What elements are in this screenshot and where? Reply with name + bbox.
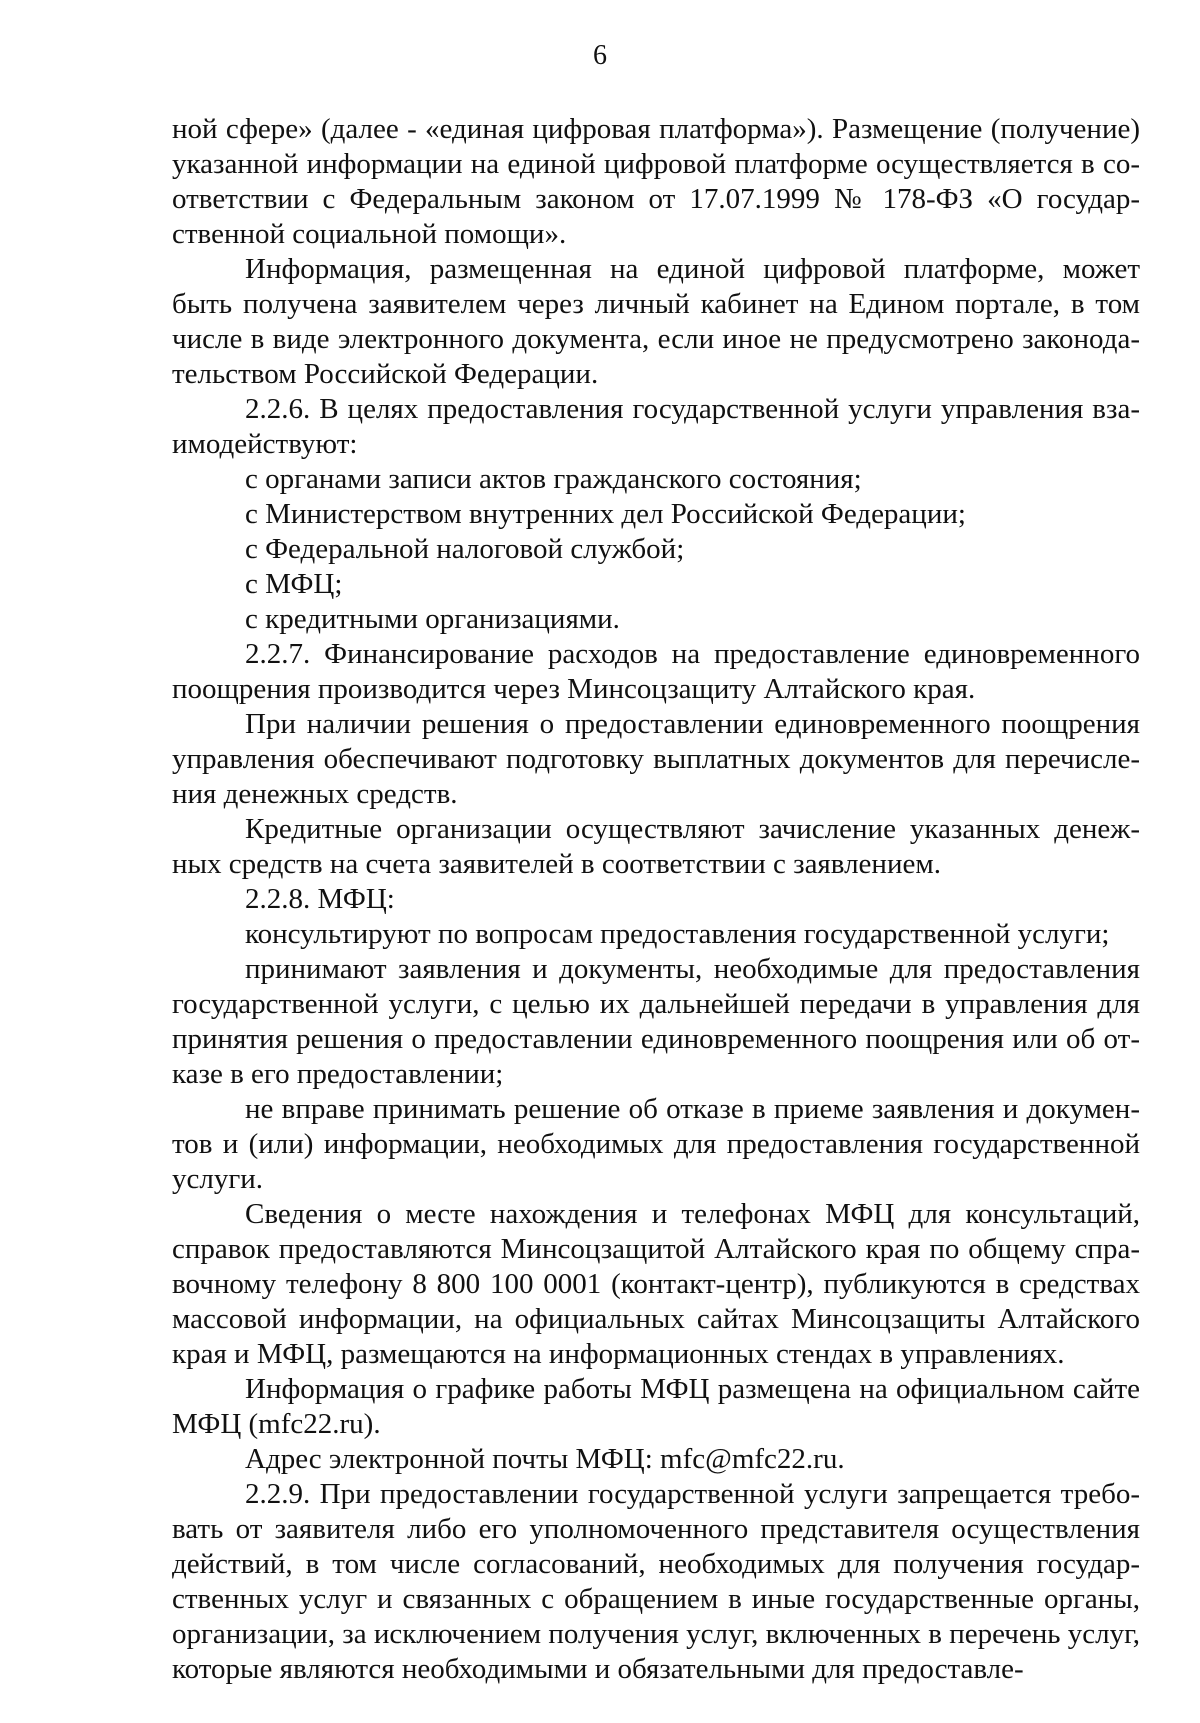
list-item-accept-applications: принимают заявления и документы, необходимые для предоставления государственной услуги, с целью их дальнейшей передачи в управления для принятия решения о предоставлении единовременного поощрения или об отказе в его предоставлении; xyxy=(172,953,1140,1090)
paragraph-credit-transfer: Кредитные организации осуществляют зачисление указанных денежных средств на счета заявителей в соответствии с заявлением. xyxy=(172,813,1140,880)
page-number: 6 xyxy=(593,40,607,71)
paragraph-2-2-9: 2.2.9. При предоставлении государственной услуги запрещается требовать от заявителя либо его уполномоченного представителя осуществления действий, в том числе согласований, необходимых для получения государственных услуг и связанных с обращением в иные государственные органы, организации, за исключением получения услуг, включенных в перечень услуг, которые являются необходимыми и обязательными для предоставле- xyxy=(172,1478,1140,1685)
list-item-consult: консультируют по вопросам предоставления государственной услуги; xyxy=(245,918,1110,950)
list-item-registry-offices: с органами записи актов гражданского состояния; xyxy=(245,463,862,495)
paragraph-2-2-8: 2.2.8. МФЦ: xyxy=(245,883,395,915)
list-item-mfc: с МФЦ; xyxy=(245,568,343,600)
paragraph-mfc-contacts: Сведения о месте нахождения и телефонах МФЦ для консультаций, справок предоставляются Минсоцзащитой Алтайского края по общему справочному телефону 8 800 100 0001 (контакт-центр), публикуются в средствах массовой информации, на официальных сайтах Минсоцзащиты Алтайского края и МФЦ, размещаются на информационных стендах в управлениях. xyxy=(172,1198,1140,1370)
paragraph-payment-documents: При наличии решения о предоставлении единовременного поощрения управления обеспечивают подготовку выплатных документов для перечисления денежных средств. xyxy=(172,708,1140,810)
list-item-interior-ministry: с Министерством внутренних дел Российской Федерации; xyxy=(245,498,966,530)
list-item-tax-service: с Федеральной налоговой службой; xyxy=(245,533,685,565)
list-item-not-entitled: не вправе принимать решение об отказе в приеме заявления и документов и (или) информации, необходимых для предоставления государственной услуги. xyxy=(172,1093,1140,1195)
list-item-credit-organizations: с кредитными организациями. xyxy=(245,603,620,635)
paragraph-mfc-schedule: Информация о графике работы МФЦ размещена на официальном сайте МФЦ (mfc22.ru). xyxy=(172,1373,1140,1440)
paragraph-mfc-email: Адрес электронной почты МФЦ: mfc@mfc22.ru. xyxy=(245,1443,845,1475)
paragraph-2-2-7: 2.2.7. Финансирование расходов на предоставление единовременного поощрения производится через Минсоцзащиту Алтайского края. xyxy=(172,638,1140,705)
paragraph-2-2-6: 2.2.6. В целях предоставления государственной услуги управления взаимодействуют: xyxy=(172,393,1140,460)
paragraph-info-received: Информация, размещенная на единой цифровой платформе, может быть получена заявителем через личный кабинет на Едином портале, в том числе в виде электронного документа, если иное не предусмотрено законодательством Российской Федерации. xyxy=(172,253,1140,390)
paragraph-continuation: ной сфере» (далее - «единая цифровая платформа»). Размещение (получение) указанной информации на единой цифровой платформе осуществляется в соответствии с Федеральным законом от 17.07.1999 № 178-ФЗ «О государственной социальной помощи». xyxy=(172,113,1140,250)
document-body xyxy=(172,112,1140,1687)
